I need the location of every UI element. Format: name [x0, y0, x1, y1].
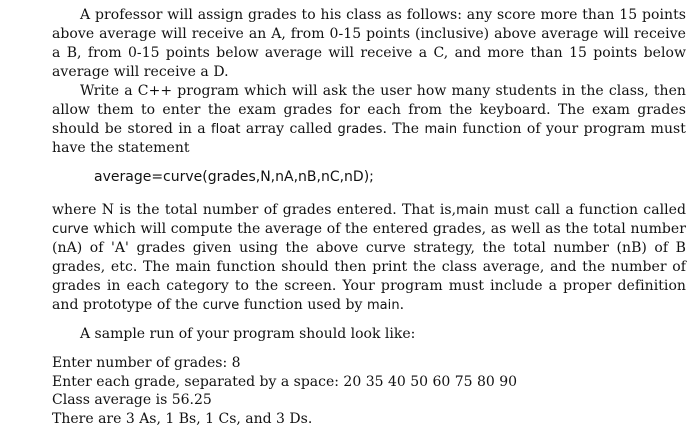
curve-text-2: must call a function called [488, 202, 686, 218]
spacer [52, 158, 686, 168]
curve-statement: average=curve(grades,N,nA,nB,nC,nD); [94, 169, 374, 185]
spacer [52, 344, 686, 354]
main-keyword: main [366, 298, 400, 313]
program-requirements-paragraph [52, 82, 686, 158]
sample-line: Class average is 56.25 [52, 392, 212, 408]
requirements-text-2: array called [240, 121, 338, 137]
sample-run-intro: A sample run of your program should look like: [80, 326, 416, 342]
main-keyword: main [456, 203, 489, 218]
sample-line: Enter each grade, separated by a space: 20 35 40 50 60 75 80 90 [52, 373, 518, 390]
grades-keyword: grades [337, 122, 383, 137]
curve-function-paragraph [52, 201, 686, 315]
float-keyword: float [211, 122, 241, 137]
curve-text-4: function used by [239, 297, 367, 313]
curve-keyword: curve [202, 298, 240, 313]
requirements-text-1: Write a C++ program which will ask the user how many students in the class, then allow them to enter the exam grades for each from the keyboard. The exam grades should be stored in a [52, 83, 686, 137]
requirements-text-4: function of your program must have the statement [52, 121, 686, 156]
sample-run-output [52, 354, 686, 428]
curve-keyword: curve [52, 222, 89, 237]
grading-rules-paragraph: A professor will assign grades to his class as follows: any score more than 15 points above average will receive an A, from 0-15 points (inclusive) above average will receive a B, from 0-15 points below average will receive a C, and more than 15 points below average will receive a D. [52, 7, 686, 80]
curve-text-1: where N is the total number of grades entered. That is, [52, 202, 457, 218]
spacer [52, 187, 686, 201]
sample-line: Enter number of grades: 8 [52, 355, 241, 371]
curve-text-5: . [399, 297, 405, 313]
curve-text-3: which will compute the average of the entered grades, as well as the total number (nA) of 'A' grades given using the above curve strategy, the total number (nB) of B grades, etc. The main function should then print the class average, and the number of grades in each category to the screen. Your program must include a proper definition and prototype of the [52, 221, 686, 313]
main-keyword: main [424, 122, 458, 137]
requirements-text-3: . The [382, 121, 425, 137]
sample-line: There are 3 As, 1 Bs, 1 Cs, and 3 Ds. [52, 410, 313, 427]
spacer [52, 315, 686, 325]
